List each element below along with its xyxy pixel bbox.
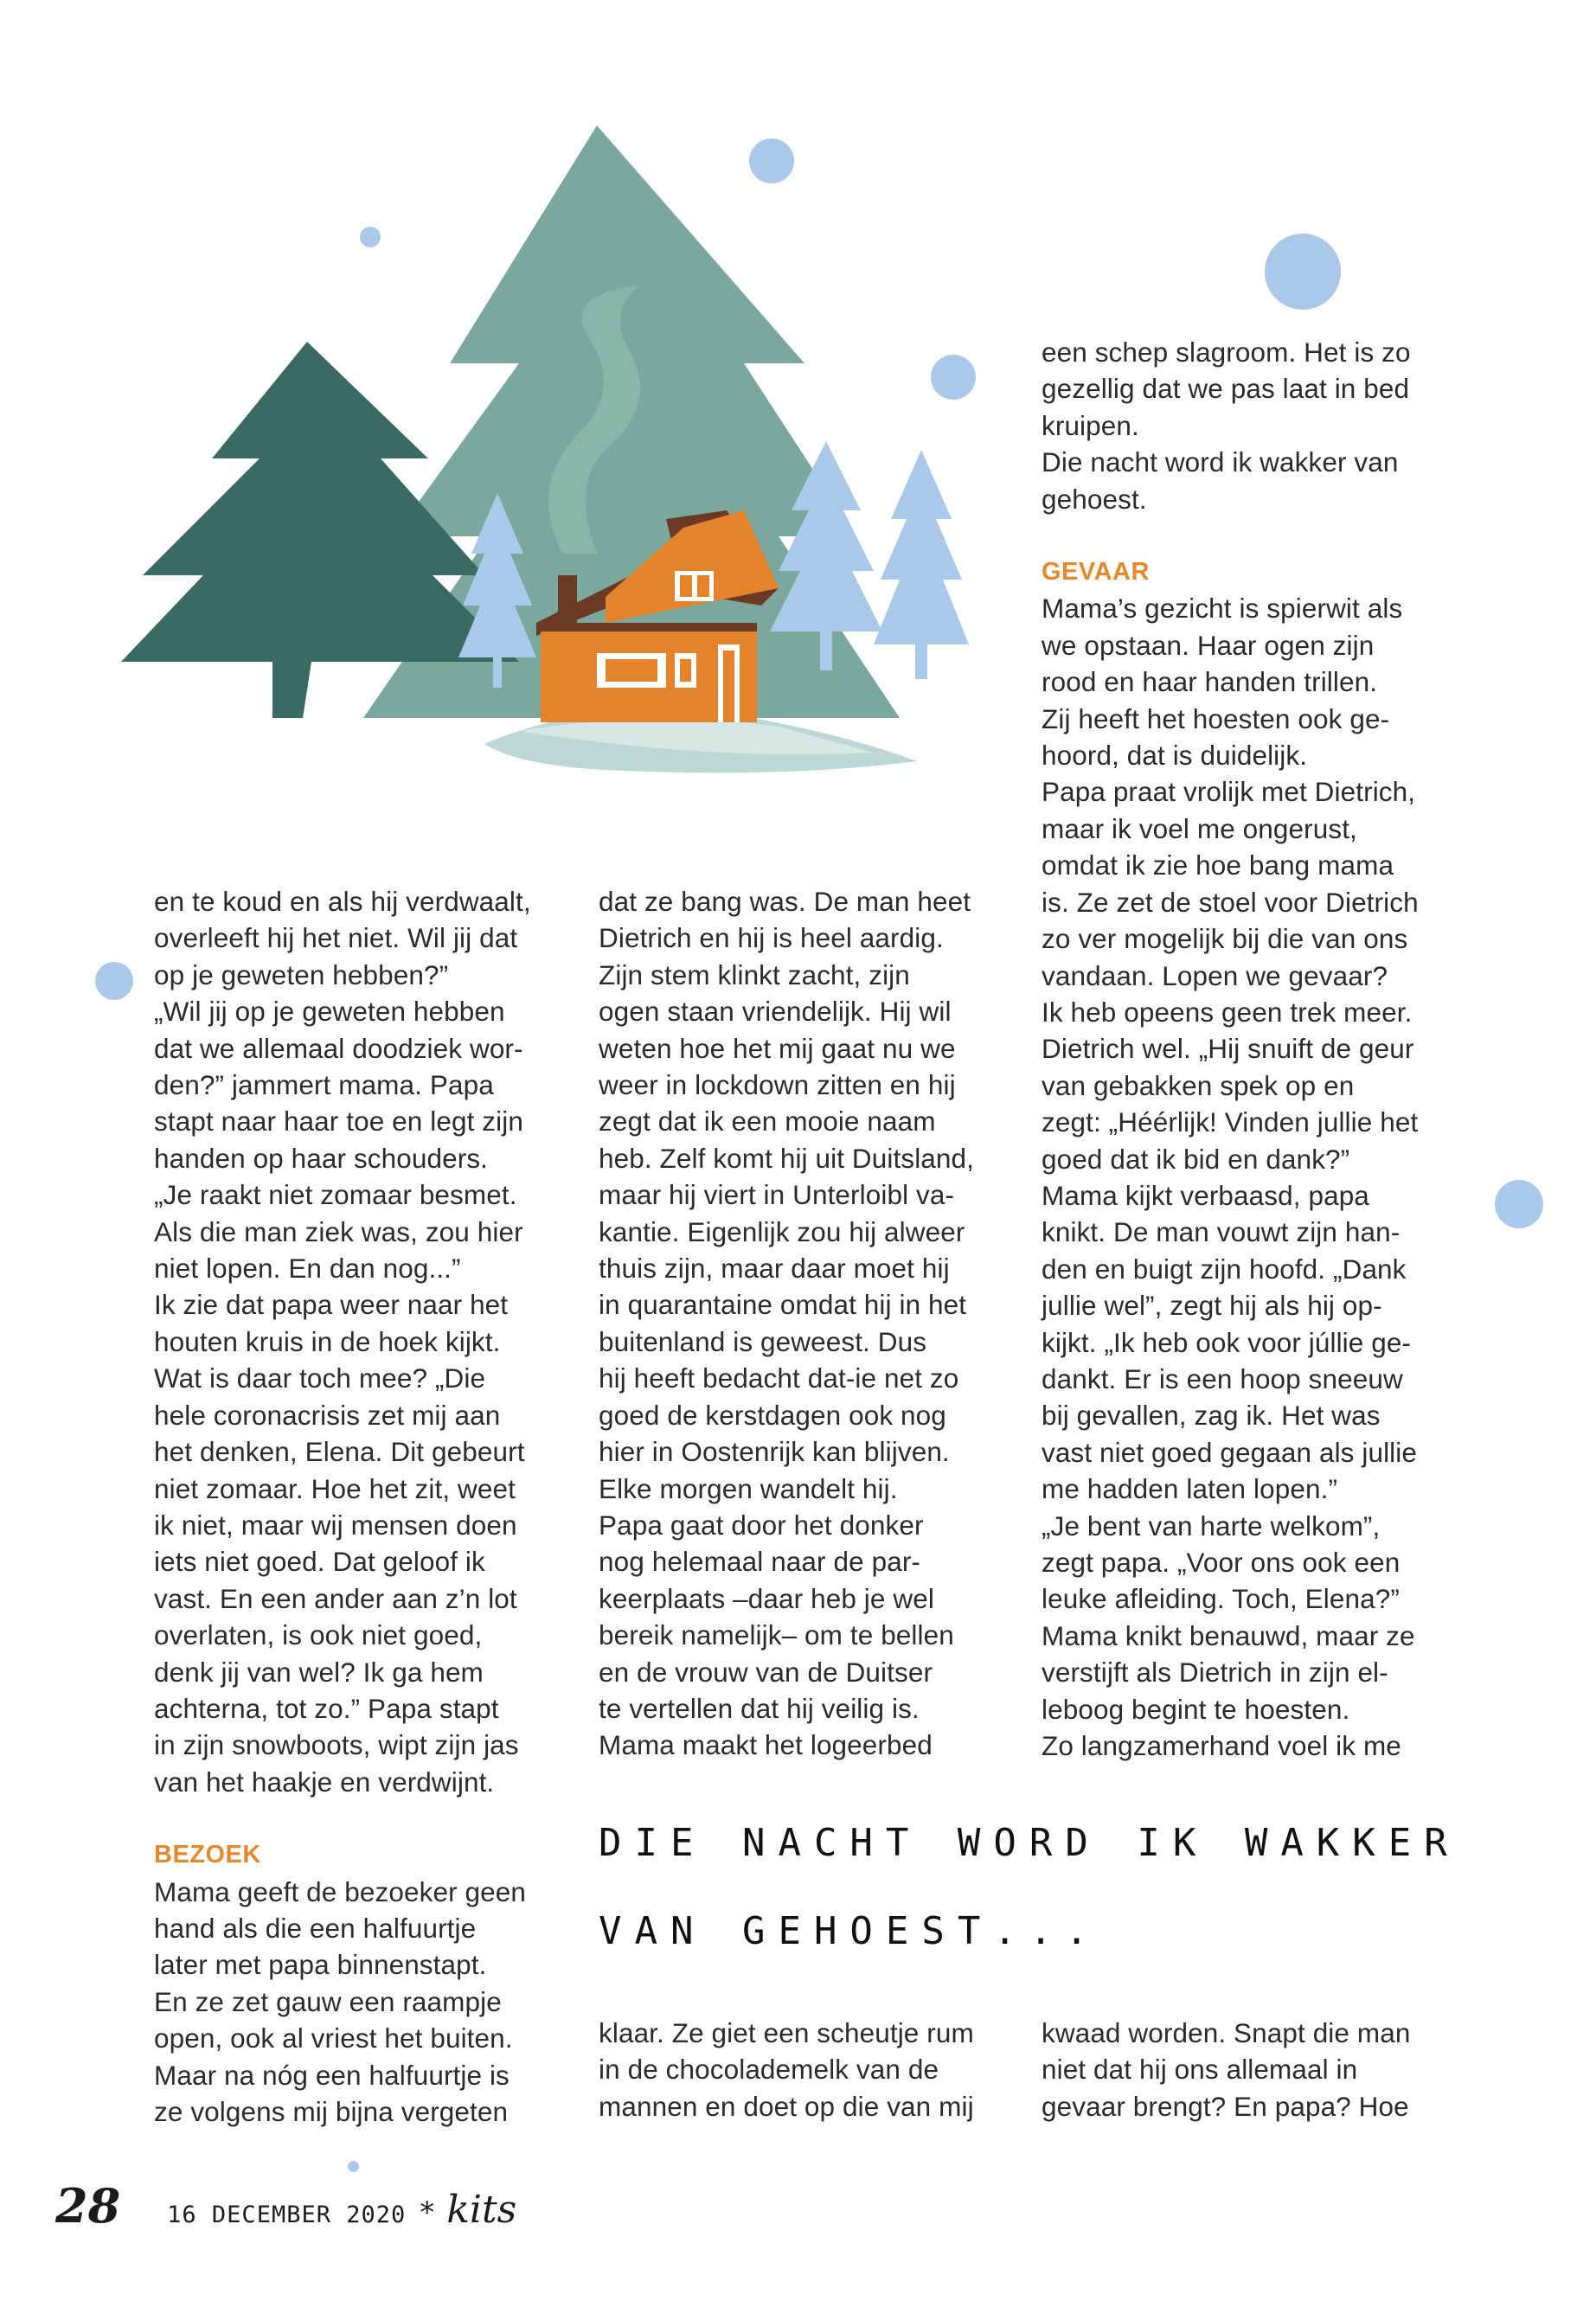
article-column-right-bottom [1042,2015,1561,2125]
text-line: den?” jammert mama. Papa [154,1069,494,1101]
text-line: handen op haar schouders. [154,1142,489,1174]
text-line: vast. En een ander aan z’n lot [154,1582,517,1614]
text-line: in de chocolademelk van de [599,2054,939,2086]
text-line: den en buigt zijn hoofd. „Dank [1042,1253,1407,1285]
text-line: hij heeft bedacht dat-ie net zo [599,1362,959,1394]
text-line: jullie wel”, zegt hij als hij op- [1042,1290,1382,1322]
text-line: en de vrouw van de Duitser [599,1656,933,1688]
text-line: ogen staan vriendelijk. Hij wil [599,996,952,1028]
text-line: maar hij viert in Unterloibl va- [599,1179,955,1211]
text-line: hele coronacrisis zet mij aan [154,1399,501,1431]
text-line: goed dat ik bid en dank?” [1042,1143,1350,1175]
text-line: Dietrich en hij is heel aardig. [599,922,944,954]
text-line: stapt naar haar toe en legt zijn [154,1106,523,1138]
text-line: in quarantaine omdat hij in het [599,1289,967,1321]
page-number: 28 [55,2178,121,2234]
text-line: omdat ik zie hoe bang mama [1042,849,1394,881]
text-line: we opstaan. Haar ogen zijn [1042,629,1375,661]
text-line: is. Ze zet de stoel voor Dietrich [1042,886,1419,918]
text-line: op je geweten hebben?” [154,958,449,990]
text-line: leboog begint te hoesten. [1042,1693,1350,1725]
text-line: Papa praat vrolijk met Dietrich, [1042,776,1416,808]
text-line: zegt papa. „Voor ons ook een [1042,1547,1401,1578]
text-line: klaar. Ze giet een scheutje rum [599,2017,974,2048]
article-column-middle [599,883,1031,1764]
text-line: Zijn stem klinkt zacht, zijn [599,958,910,990]
magazine-logo: kits [446,2188,517,2232]
text-line: gevaar brengt? En papa? Hoe [1042,2090,1409,2122]
text-line: weten hoe het mij gaat nu we [599,1032,956,1064]
text-line: Die nacht word ik wakker van [1042,446,1399,478]
text-line: nog helemaal naar de par- [599,1546,920,1578]
text-line: niet lopen. En dan nog...” [154,1253,461,1285]
text-line: Dietrich wel. „Hij snuift de geur [1042,1033,1414,1065]
text-line: van gebakken spek op en [1042,1069,1355,1101]
text-line: rood en haar handen trillen. [1042,666,1378,698]
text-line: gezellig dat we pas laat in bed [1042,373,1410,405]
separator-star-icon: * [420,2195,435,2230]
text-line: denk jij van wel? Ik ga hem [154,1656,484,1688]
text-line: zegt: „Héérlijk! Vinden jullie het [1042,1106,1419,1138]
text-line: kijkt. „Ik heb ook voor júllie ge- [1042,1326,1412,1358]
text-line: maar ik voel me ongerust, [1042,812,1357,844]
text-line: verstijft als Dietrich in zijn el- [1042,1657,1388,1689]
text-line: leuke afleiding. Toch, Elena?” [1042,1583,1400,1615]
text-line: Papa gaat door het donker [599,1509,924,1541]
text-line: weer in lockdown zitten en hij [599,1069,956,1101]
text-line: achterna, tot zo.” Papa stapt [154,1692,499,1724]
snow-dot [1265,234,1341,310]
text-line: niet dat hij ons allemaal in [1042,2054,1358,2086]
article-column-middle-bottom [599,2015,1031,2125]
text-line: keerplaats –daar heb je wel [599,1582,934,1614]
text-line: „Je raakt niet zomaar besmet. [154,1179,517,1211]
text-line: open, ook al vriest het buiten. [154,2022,513,2054]
text-line: Mama kijkt verbaasd, papa [1042,1179,1369,1211]
text-line: ik niet, maar wij mensen doen [154,1509,517,1541]
text-line: Elke morgen wandelt hij. [599,1472,898,1504]
text-line: Maar na nóg een halfuurtje is [154,2059,510,2091]
text-line: iets niet goed. Dat geloof ik [154,1546,485,1578]
text-line: Wat is daar toch mee? „Die [154,1362,486,1394]
text-line: Ik heb opeens geen trek meer. [1042,996,1413,1028]
page-footer [55,2178,517,2234]
text-line: zegt dat ik een mooie naam [599,1106,936,1138]
pull-quote-line: DIE NACHT WORD IK WAKKER [599,1821,1460,1865]
pull-quote-line: VAN GEHOEST... [599,1909,1101,1953]
text-line: Zo langzamerhand voel ik me [1042,1730,1401,1762]
snow-dot [360,227,381,247]
text-line: thuis zijn, maar daar moet hij [599,1253,950,1285]
text-line: vast niet goed gegaan als jullie [1042,1436,1418,1468]
pull-quote [599,1799,1464,1976]
text-line: dankt. Er is een hoop sneeuw [1042,1362,1403,1394]
article-column-right-top [1042,334,1561,1764]
section-heading-bezoek: BEZOEK [154,1841,261,1869]
snow-dot [95,962,133,1000]
text-line: En ze zet gauw een raampje [154,1985,502,2017]
text-line: dat ze bang was. De man heet [599,886,971,917]
text-line: Als die man ziek was, zou hier [154,1215,523,1247]
text-line: Mama maakt het logeerbed [599,1729,933,1761]
text-line: een schep slagroom. Het is zo [1042,336,1411,368]
text-line: hand als die een halfuurtje [154,1912,477,1944]
text-line: gehoest. [1042,483,1147,515]
text-line: dat we allemaal doodziek wor- [154,1032,523,1064]
text-line: „Je bent van harte welkom”, [1042,1509,1381,1541]
text-line: houten kruis in de hoek kijkt. [154,1325,501,1357]
text-line: niet zomaar. Hoe het zit, weet [154,1472,516,1504]
text-line: kruipen. [1042,409,1139,441]
snow-dot [931,355,976,400]
text-line: „Wil jij op je geweten hebben [154,996,505,1028]
text-line: me hadden laten lopen.” [1042,1473,1338,1505]
text-line: ze volgens mij bijna vergeten [154,2096,509,2127]
text-line: bij gevallen, zag ik. Het was [1042,1400,1381,1432]
text-line: te vertellen dat hij veilig is. [599,1692,920,1724]
text-line: kwaad worden. Snapt die man [1042,2017,1411,2048]
text-line: overleeft hij het niet. Wil jij dat [154,922,518,954]
text-line: Mama’s gezicht is spierwit als [1042,593,1403,625]
text-line: Zij heeft het hoesten ook ge- [1042,702,1390,734]
snow-dot [348,2161,359,2172]
text-line: in zijn snowboots, wipt zijn jas [154,1729,519,1761]
text-line: knikt. De man vouwt zijn han- [1042,1216,1401,1248]
small-blue-tree-icon [874,450,969,679]
text-line: van het haakje en verdwijnt. [154,1766,495,1798]
text-line: het denken, Elena. Dit gebeurt [154,1436,525,1468]
text-line: hier in Oostenrijk kan blijven. [599,1436,950,1468]
text-line: Mama knikt benauwd, maar ze [1042,1619,1415,1651]
issue-date: 16 DECEMBER 2020 [167,2202,407,2228]
text-line: later met papa binnenstapt. [154,1949,487,1981]
text-line: bereik namelijk– om te bellen [599,1619,954,1651]
section-heading-gevaar: GEVAAR [1042,558,1150,586]
snow-dot [749,138,794,183]
text-line: goed de kerstdagen ook nog [599,1399,946,1431]
text-line: kantie. Eigenlijk zou hij alweer [599,1215,965,1247]
text-line: Ik zie dat papa weer naar het [154,1289,509,1321]
article-column-left [154,883,586,2130]
text-line: hoord, dat is duidelijk. [1042,740,1308,772]
text-line: heb. Zelf komt hij uit Duitsland, [599,1142,974,1174]
text-line: mannen en doet op die van mij [599,2090,974,2122]
text-line: zo ver mogelijk bij die van ons [1042,923,1408,955]
text-line: en te koud en als hij verdwaalt, [154,886,531,917]
text-line: buitenland is geweest. Dus [599,1325,927,1357]
text-line: Mama geeft de bezoeker geen [154,1875,526,1907]
text-line: vandaan. Lopen we gevaar? [1042,959,1388,991]
text-line: overlaten, is ook niet goed, [154,1619,483,1651]
